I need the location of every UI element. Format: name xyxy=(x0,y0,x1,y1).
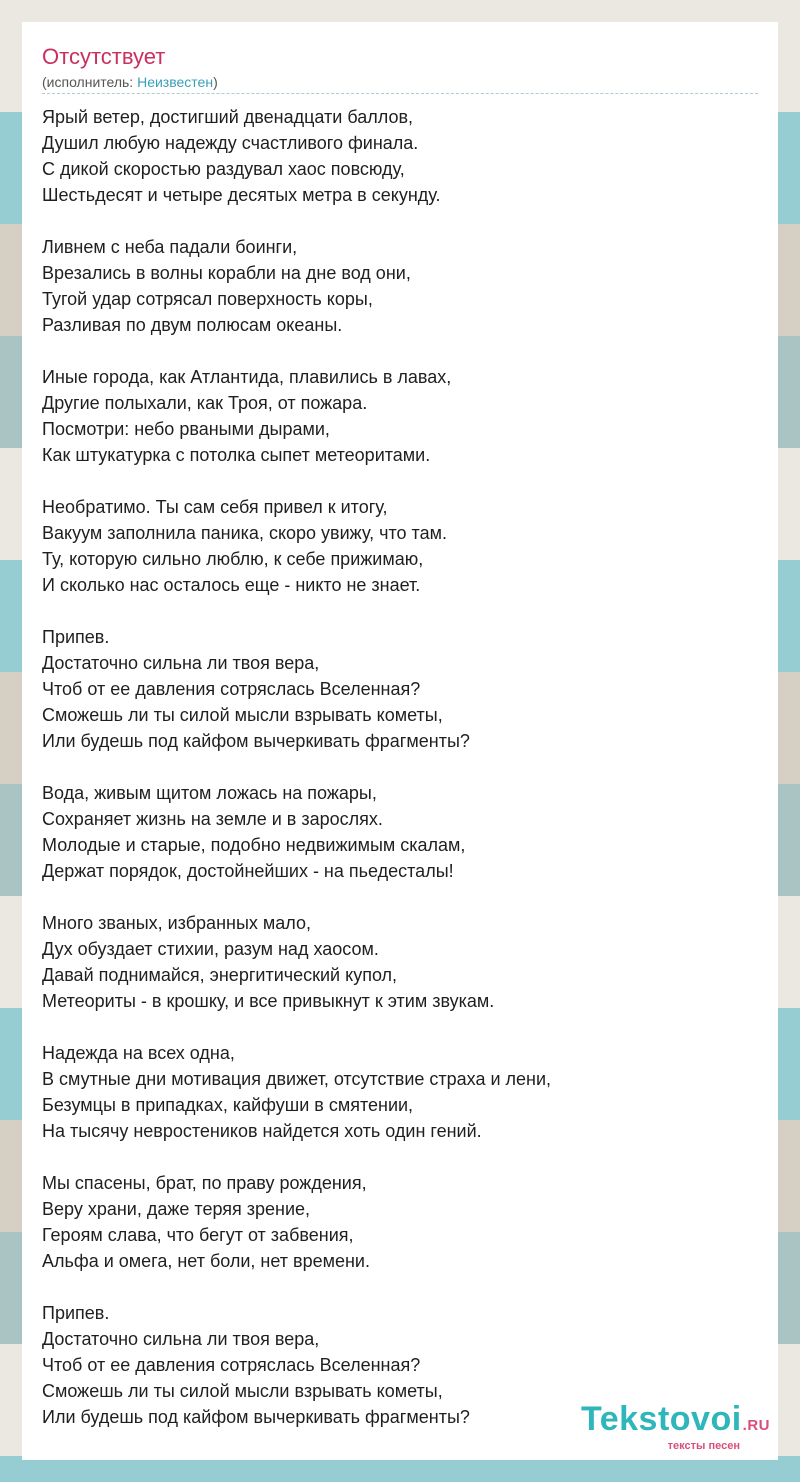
lyrics-card xyxy=(22,22,778,1460)
logo-main-text: Tekstovoi xyxy=(580,1400,742,1438)
lyric-line: На тысячу невростеников найдется хоть один гений. xyxy=(42,1121,482,1141)
lyric-line: Безумцы в припадках, кайфуши в смятении, xyxy=(42,1095,414,1115)
lyrics-stanza xyxy=(42,494,758,598)
artist-line xyxy=(42,73,218,91)
lyric-line: Ливнем с неба падали боинги, xyxy=(42,237,298,257)
lyric-line: Альфа и омега, нет боли, нет времени. xyxy=(42,1251,370,1271)
lyrics-stanza xyxy=(42,364,758,468)
lyric-line: Достаточно сильна ли твоя вера, xyxy=(42,653,320,673)
lyric-line: Чтоб от ее давления сотряслась Вселенная? xyxy=(42,1355,421,1375)
lyrics-stanza xyxy=(42,910,758,1014)
lyrics-stanza xyxy=(42,624,758,754)
lyric-line: Припев. xyxy=(42,627,110,647)
lyric-line: Припев. xyxy=(42,1303,110,1323)
lyric-line: Держат порядок, достойнейших - на пьедесталы! xyxy=(42,861,454,881)
lyric-line: Достаточно сильна ли твоя вера, xyxy=(42,1329,320,1349)
logo-subtitle: тексты песен xyxy=(667,1440,740,1452)
lyrics-stanza xyxy=(42,1170,758,1274)
lyric-line: Разливая по двум полюсам океаны. xyxy=(42,315,343,335)
lyric-line: Давай поднимайся, энергитический купол, xyxy=(42,965,398,985)
lyrics-text xyxy=(42,104,758,1456)
lyric-line: Сможешь ли ты силой мысли взрывать кометы, xyxy=(42,1381,443,1401)
lyric-line: Другие полыхали, как Троя, от пожара. xyxy=(42,393,368,413)
lyric-line: Мы спасены, брат, по праву рождения, xyxy=(42,1173,367,1193)
lyrics-stanza xyxy=(42,780,758,884)
lyrics-stanza xyxy=(42,234,758,338)
lyric-line: С дикой скоростью раздувал хаос повсюду, xyxy=(42,159,405,179)
lyric-line: Вода, живым щитом ложась на пожары, xyxy=(42,783,377,803)
lyric-line: Сможешь ли ты силой мысли взрывать кометы, xyxy=(42,705,443,725)
lyric-line: Метеориты - в крошку, и все привыкнут к этим звукам. xyxy=(42,991,495,1011)
lyric-line: Ту, которую сильно люблю, к себе прижимаю, xyxy=(42,549,424,569)
lyric-line: Молодые и старые, подобно недвижимым скалам, xyxy=(42,835,466,855)
lyric-line: Вакуум заполнила паника, скоро увижу, что там. xyxy=(42,523,447,543)
lyrics-stanza xyxy=(42,1040,758,1144)
lyric-line: Необратимо. Ты сам себя привел к итогу, xyxy=(42,497,388,517)
logo-wordmark xyxy=(580,1400,770,1442)
lyric-line: Надежда на всех одна, xyxy=(42,1043,235,1063)
logo-tld: .RU xyxy=(742,1417,770,1434)
lyric-line: Или будешь под кайфом вычеркивать фрагменты? xyxy=(42,731,470,751)
lyric-line: Врезались в волны корабли на дне вод они, xyxy=(42,263,411,283)
lyric-line: И сколько нас осталось еще - никто не знает. xyxy=(42,575,421,595)
artist-suffix: ) xyxy=(213,74,218,90)
lyric-line: Или будешь под кайфом вычеркивать фрагменты? xyxy=(42,1407,470,1427)
title-divider xyxy=(42,93,758,94)
lyric-line: В смутные дни мотивация движет, отсутствие страха и лени, xyxy=(42,1069,552,1089)
lyric-line: Героям слава, что бегут от забвения, xyxy=(42,1225,354,1245)
lyric-line: Душил любую надежду счастливого финала. xyxy=(42,133,419,153)
site-logo[interactable] xyxy=(580,1400,770,1452)
song-title: Отсутствует xyxy=(42,44,166,69)
lyric-line: Тугой удар сотрясал поверхность коры, xyxy=(42,289,373,309)
lyric-line: Много званых, избранных мало, xyxy=(42,913,311,933)
lyric-line: Ярый ветер, достигший двенадцати баллов, xyxy=(42,107,414,127)
artist-link[interactable]: Неизвестен xyxy=(137,74,214,90)
lyrics-stanza xyxy=(42,104,758,208)
lyric-line: Чтоб от ее давления сотряслась Вселенная? xyxy=(42,679,421,699)
lyric-line: Иные города, как Атлантида, плавились в лавах, xyxy=(42,367,452,387)
lyric-line: Посмотри: небо рваными дырами, xyxy=(42,419,330,439)
lyric-line: Дух обуздает стихии, разум над хаосом. xyxy=(42,939,379,959)
lyric-line: Веру храни, даже теряя зрение, xyxy=(42,1199,311,1219)
lyric-line: Сохраняет жизнь на земле и в зарослях. xyxy=(42,809,383,829)
artist-prefix: (исполнитель: xyxy=(42,74,138,90)
lyric-line: Как штукатурка с потолка сыпет метеоритами. xyxy=(42,445,431,465)
lyric-line: Шестьдесят и четыре десятых метра в секунду. xyxy=(42,185,441,205)
